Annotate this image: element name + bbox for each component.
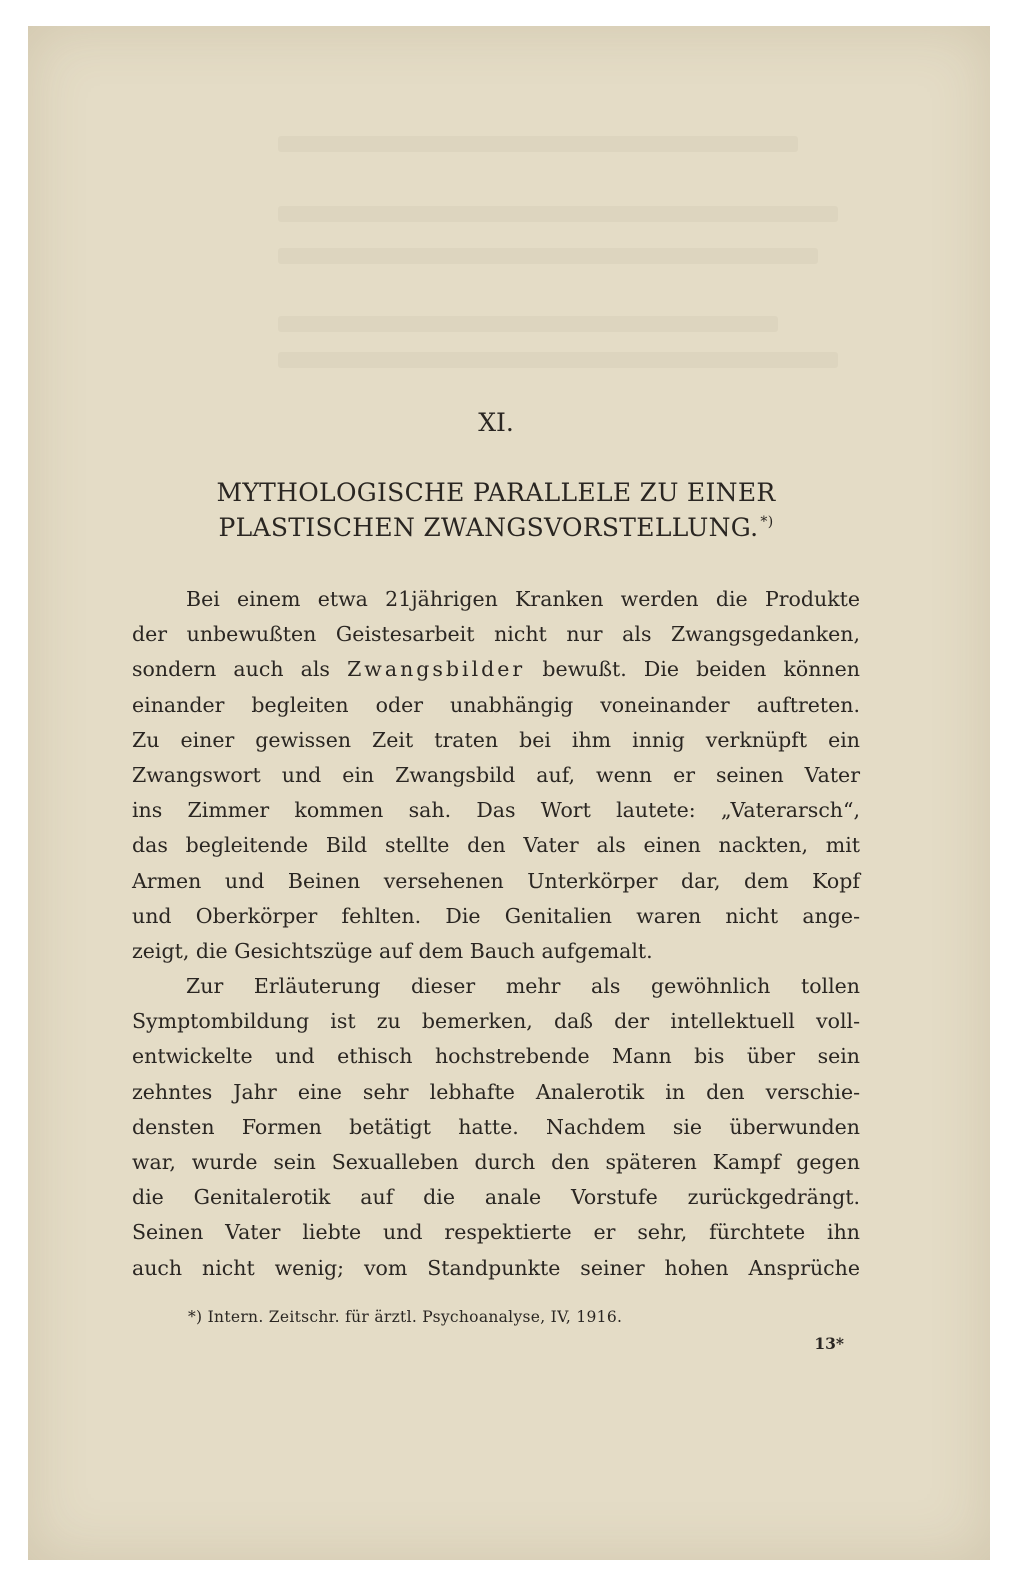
body-line-part: sondern auch als	[132, 657, 348, 682]
body-line: Armen und Beinen versehenen Unterkörper dar, dem Kopf	[132, 868, 860, 893]
book-page	[28, 26, 990, 1560]
body-line: der unbewußten Geistesarbeit nicht nur als Zwangsgedanken,	[132, 622, 860, 647]
bleed-through-shadow	[278, 248, 818, 264]
body-line: entwickelte und ethisch hochstrebende Mann bis über sein	[132, 1044, 860, 1069]
body-line: densten Formen betätigt hatte. Nachdem sie überwunden	[132, 1114, 860, 1139]
bleed-through-shadow	[278, 352, 838, 368]
body-line-part: bewußt. Die beiden können	[525, 657, 861, 682]
bleed-through-shadow	[278, 316, 778, 332]
bleed-through-shadow	[278, 136, 798, 152]
body-line: die Genitalerotik auf die anale Vorstufe zurückgedrängt.	[132, 1185, 860, 1210]
footnote: *) Intern. Zeitschr. für ärztl. Psychoanalyse, IV, 1916.	[188, 1308, 623, 1326]
chapter-title-line-2	[132, 513, 860, 542]
body-line: Bei einem etwa 21jährigen Kranken werden die Produkte	[186, 587, 860, 611]
emphasized-word: Zwangsbilder	[347, 657, 526, 682]
body-line: Seinen Vater liebte und respektierte er sehr, fürchtete ihn	[132, 1220, 860, 1245]
body-line: Symptombildung ist zu bemerken, daß der intellektuell voll-	[132, 1009, 860, 1034]
signature-mark: 13*	[814, 1334, 844, 1353]
body-line: auch nicht wenig; vom Standpunkte seiner hohen Ansprüche	[132, 1255, 860, 1280]
body-line	[132, 652, 860, 687]
body-line: zeigt, die Gesichtszüge auf dem Bauch aufgemalt.	[132, 938, 653, 963]
body-line: Zwangswort und ein Zwangsbild auf, wenn er seinen Vater	[132, 762, 860, 787]
title-footnote-marker: *)	[760, 514, 774, 530]
body-line: war, wurde sein Sexualleben durch den späteren Kampf gegen	[132, 1150, 860, 1174]
body-line: Zu einer gewissen Zeit traten bei ihm innig verknüpft ein	[132, 727, 860, 752]
body-line: das begleitende Bild stellte den Vater als einen nackten, mit	[132, 833, 860, 858]
body-line: Zur Erläuterung dieser mehr als gewöhnlich tollen	[186, 974, 860, 999]
chapter-title-line-1: MYTHOLOGISCHE PARALLELE ZU EINER	[216, 478, 776, 507]
body-line: ins Zimmer kommen sah. Das Wort lautete: „Vaterarsch“,	[132, 798, 860, 823]
chapter-numeral: XI.	[478, 408, 514, 437]
body-line: und Oberkörper fehlten. Die Genitalien waren nicht ange-	[132, 903, 860, 928]
body-text	[132, 582, 860, 1286]
body-line: einander begleiten oder unabhängig voneinander auftreten.	[132, 692, 860, 717]
body-line: zehntes Jahr eine sehr lebhafte Analerotik in den verschie-	[132, 1079, 860, 1104]
bleed-through-shadow	[278, 206, 838, 222]
chapter-title-line-2-text: PLASTISCHEN ZWANGSVORSTELLUNG.	[218, 513, 759, 542]
